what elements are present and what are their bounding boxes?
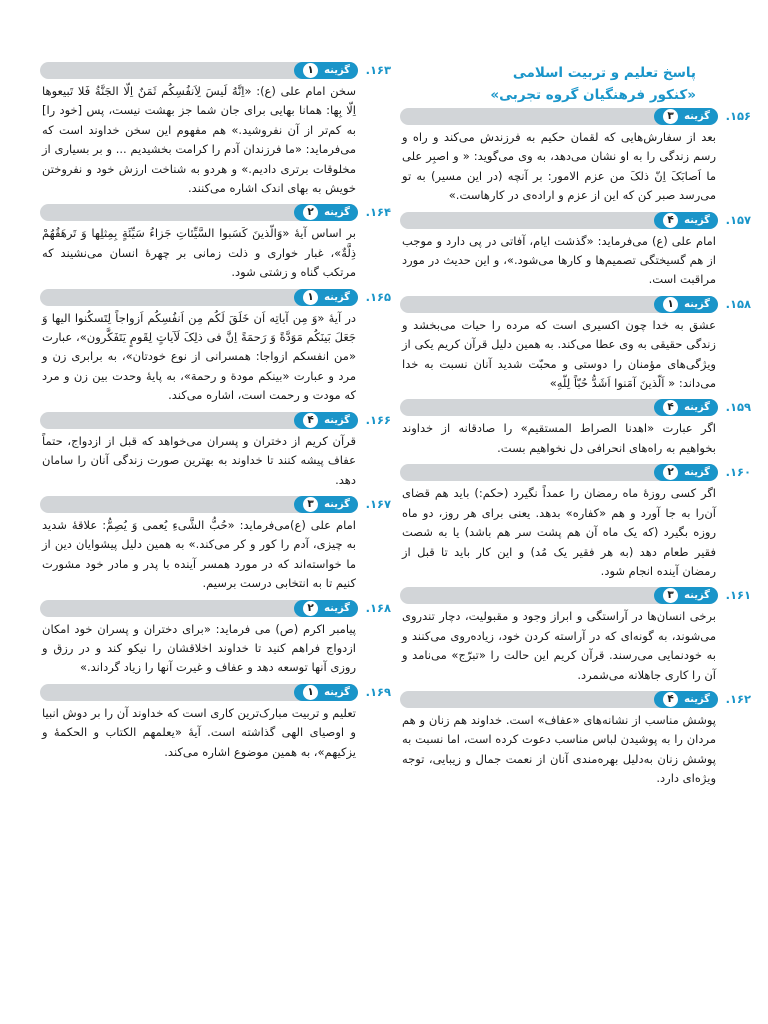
answer-choice: ۳ bbox=[663, 588, 678, 603]
answer-explanation: سخن امام علی (ع): «اِنَّهُ لَیسَ لِاَنفُسِکُم ثَمَنٌ اِلّا الجَنَّةُ فَلا تَبیعوها اِلّا بِها: همانا بهایی برای جان شما جز بهشت نیست، پس [خود را] به کم‌تر از آن نفروشید.» هم مفهوم این سخن خداوند است که می‌فرماید: «ما فرزندان آدم را کرامت بخشیدیم ... و بر بسیاری از مخلوقات برتری دادیم.» و هردو به شناخت ارزش خود و نفروختن خویش به بهای اندک اشاره می‌کنند. bbox=[42, 84, 356, 196]
option-label: گزینه bbox=[324, 602, 350, 614]
answer-pill bbox=[294, 600, 358, 617]
answer-item bbox=[400, 691, 751, 789]
question-number: ۱۵۷. bbox=[725, 212, 751, 227]
answer-pill bbox=[654, 108, 718, 125]
answer-item bbox=[40, 204, 391, 282]
answer-choice: ۲ bbox=[303, 205, 318, 220]
header-subtitle: «کنکور فرهنگیان گروه تجربی» bbox=[490, 87, 696, 103]
answer-item bbox=[400, 212, 751, 290]
question-number: ۱۶۴. bbox=[365, 205, 391, 220]
answer-choice: ۴ bbox=[663, 400, 678, 415]
answer-explanation: تعلیم و تربیت مبارک‌ترین کاری است که خداوند آن را بر دوش انبیا و اوصیای الهی گذاشته است. آیهٔ «یعلمهم الکتاب و الحکمهٔ و یزکیهم»، به همین موضوع اشاره می‌کند. bbox=[42, 705, 356, 759]
page-header bbox=[396, 62, 696, 106]
question-number: ۱۵۸. bbox=[725, 296, 751, 311]
answer-pill bbox=[654, 587, 718, 604]
answer-choice: ۱ bbox=[663, 297, 678, 312]
right-column bbox=[400, 108, 751, 795]
left-column bbox=[40, 62, 391, 768]
option-label: گزینه bbox=[324, 291, 350, 303]
answer-pill bbox=[294, 62, 358, 79]
option-label: گزینه bbox=[684, 298, 710, 310]
option-label: گزینه bbox=[324, 686, 350, 698]
answer-item bbox=[40, 289, 391, 406]
answer-item bbox=[40, 412, 391, 490]
question-number: ۱۶۷. bbox=[365, 496, 391, 511]
option-label: گزینه bbox=[684, 111, 710, 122]
answer-bar bbox=[400, 691, 751, 708]
answer-pill bbox=[654, 399, 718, 416]
question-number: ۱۵۹. bbox=[725, 400, 751, 415]
answer-explanation: عشق به خدا چون اکسیری است که مرده را حیات می‌بخشد و زندگی حقیقی به وی عطا می‌کند. به همین دلیل قرآن کریم یکی از ویژگی‌های مؤمنان را دوستی و محبّت شدید آنان نسبت به خدا می‌داند: « اَلّذینَ آمَنوا اَشَدُّ حُبّاً لِلّهِ» bbox=[402, 317, 716, 391]
option-label: گزینه bbox=[684, 214, 710, 226]
question-number: ۱۶۳. bbox=[365, 63, 391, 77]
answer-choice: ۴ bbox=[303, 413, 318, 428]
answer-pill bbox=[654, 691, 718, 708]
answer-choice: ۱ bbox=[303, 685, 318, 700]
answer-item bbox=[40, 62, 391, 198]
answer-item bbox=[400, 399, 751, 458]
option-label: گزینه bbox=[324, 65, 350, 76]
answer-choice: ۲ bbox=[663, 465, 678, 480]
answer-explanation: بر اساس آیهٔ «وَالّذینَ کَسَبوا السَّیِّئاتِ جَزاءُ سَیِّئَةٍ بِمِثلِها وَ تَرهَقُهُمْ ذِلَّةٌ»، غبار خواری و ذلت زمانی بر چهرهٔ انسان می‌نشیند که مرتکب گناه و زشتی شود. bbox=[42, 226, 356, 280]
answer-choice: ۱ bbox=[303, 290, 318, 305]
question-number: ۱۶۹. bbox=[365, 684, 391, 699]
answer-bar bbox=[400, 296, 751, 313]
question-number: ۱۶۵. bbox=[365, 289, 391, 304]
question-number: ۱۶۲. bbox=[725, 691, 751, 706]
answer-bar bbox=[40, 289, 391, 306]
answer-bar bbox=[400, 212, 751, 229]
answer-bar bbox=[40, 496, 391, 513]
answer-choice: ۴ bbox=[663, 213, 678, 228]
answer-explanation: پیامبر اکرم (ص) می فرماید: «برای دختران و پسران خود امکان ازدواج فراهم کنید تا خداوند اخلاقشان را نیکو کند و در رزق و روزی آنها توسعه دهد و عفاف و غیرت آنها را زیاد گرداند.» bbox=[42, 621, 356, 675]
option-label: گزینه bbox=[684, 402, 710, 414]
option-label: گزینه bbox=[684, 590, 710, 602]
question-number: ۱۵۶. bbox=[725, 109, 751, 123]
answer-choice: ۳ bbox=[663, 109, 678, 124]
answer-explanation: امام علی (ع)می‌فرماید: «حُبُّ الشَّیءِ یُعمی وَ یُصِمُّ: علاقهٔ شدید به چیزی، آدم را کور و کر می‌کند.» به همین دلیل پیشوایان دین از ما خواسته‌اند که در مورد همسر آینده با پدر و مادر خود مشورت کنیم تا به انتخابی درست برسیم. bbox=[42, 517, 356, 591]
answer-choice: ۴ bbox=[663, 692, 678, 707]
answer-pill bbox=[654, 296, 718, 313]
answer-pill bbox=[294, 412, 358, 429]
answer-bar bbox=[40, 684, 391, 701]
answer-item bbox=[400, 587, 751, 685]
answer-explanation: اگر عبارت «اهدنا الصراط المستقیم» را صادقانه از خداوند بخواهیم به راه‌های انحرافی دل نخواهیم بست. bbox=[402, 421, 716, 455]
answer-item bbox=[40, 496, 391, 594]
question-number: ۱۶۶. bbox=[365, 412, 391, 427]
answer-item bbox=[400, 464, 751, 581]
answer-bar bbox=[400, 108, 751, 125]
answer-pill bbox=[294, 496, 358, 513]
answer-choice: ۳ bbox=[303, 497, 318, 512]
header-title: پاسخ تعلیم و تربیت اسلامی bbox=[512, 65, 696, 81]
answer-bar bbox=[40, 204, 391, 221]
option-label: گزینه bbox=[324, 207, 350, 219]
question-number: ۱۶۰. bbox=[725, 465, 751, 480]
question-number: ۱۶۱. bbox=[725, 588, 751, 603]
answer-item bbox=[40, 684, 391, 762]
answer-pill bbox=[654, 212, 718, 229]
answer-choice: ۱ bbox=[303, 63, 318, 78]
answer-bar bbox=[400, 587, 751, 604]
answer-pill bbox=[654, 464, 718, 481]
answer-choice: ۲ bbox=[303, 601, 318, 616]
answer-bar bbox=[40, 412, 391, 429]
answer-explanation: امام علی (ع) می‌فرماید: «گذشت ایام، آفاتی در پی دارد و موجب از هم گسیختگی تصمیم‌ها و کارها می‌شود.»، و این حدیث در مورد مراقبت است. bbox=[402, 233, 716, 287]
answer-pill bbox=[294, 684, 358, 701]
answer-explanation: اگر کسی روزهٔ ماه رمضان را عمداً نگیرد (حکم:) باید هم قضای آن‌را به جا آورد و هم «کفاره» بدهد. یعنی برای هر روز، دو ماه روزه بگیرد (که یک ماه آن هم پشت سر هم باشد) یا به شصت فقیر طعام دهد (به هر فقیر یک مُد) و این کار باید تا قبل از رمضان آینده انجام شود. bbox=[402, 486, 716, 578]
answer-explanation: قرآن کریم از دختران و پسران می‌خواهد که قبل از ازدواج، حتماً عفاف پیشه کنند تا خداوند به بهترین صورت زندگی آنان را سامان دهد. bbox=[42, 433, 356, 487]
answer-pill bbox=[294, 289, 358, 306]
answer-explanation: در آیهٔ «وَ مِن آیاتِه اَن خَلَقَ لَکُم مِن اَنفُسِکُم اَزواجاً لِتَسکُنوا الیها وَ جَعَلَ بَینَکُم مَوَدَّةً وَ رَحمَةً اِنَّ فی ذلِکَ لَآیاتٍ لِقَومٍ یَتَفَکَّرون»، عبارت «من انفسکم ازواجا: همسرانی از نوع خودتان»، به برابری زن و مرد و عبارت «بینکم مودة و رحمة»، به پایهٔ وحدت بین زن و مرد که مودت و رحمت است، اشاره می‌کند. bbox=[42, 310, 356, 403]
answer-bar bbox=[40, 62, 391, 79]
answer-explanation: بعد از سفارش‌هایی که لقمان حکیم به فرزندش می‌کند و راه و رسم زندگی را به او نشان می‌دهد، به وی می‌گوید: « و اصبِر علی ما اَصابَکَ اِنّ ذلکَ من عزم الامور: بر آنچه (در این مسیر) به تو می‌رسد صبر کن که این از عزم و اراده‌ی در کارهاست.» bbox=[402, 130, 716, 203]
answer-item bbox=[400, 296, 751, 394]
option-label: گزینه bbox=[324, 414, 350, 426]
answer-pill bbox=[294, 204, 358, 221]
option-label: گزینه bbox=[684, 467, 710, 479]
question-number: ۱۶۸. bbox=[365, 600, 391, 615]
option-label: گزینه bbox=[324, 498, 350, 510]
answer-bar bbox=[400, 399, 751, 416]
answer-item bbox=[40, 600, 391, 678]
answer-explanation: برخی انسان‌ها در آراستگی و ابراز وجود و مقبولیت، دچار تندروی می‌شوند، به گونه‌ای که در آراسته کردن خود، زیاده‌روی می‌کنند و به خودنمایی می‌رسند. قرآن کریم این حالت را «تبرّج» می‌نامد و آن را کاری جاهلانه می‌شمرد. bbox=[402, 609, 716, 682]
answer-explanation: پوشش مناسب از نشانه‌های «عفاف» است. خداوند هم زنان و هم مردان را به پوشیدن لباس مناسب دعوت کرده است، اما نسبت به پوشش زنان به‌دلیل بهره‌مندی آنان از نعمت جمال و زیبایی، توجه ویژه‌ای دارد. bbox=[402, 712, 716, 786]
answer-bar bbox=[40, 600, 391, 617]
answer-bar bbox=[400, 464, 751, 481]
answer-item bbox=[400, 108, 751, 206]
option-label: گزینه bbox=[684, 693, 710, 705]
